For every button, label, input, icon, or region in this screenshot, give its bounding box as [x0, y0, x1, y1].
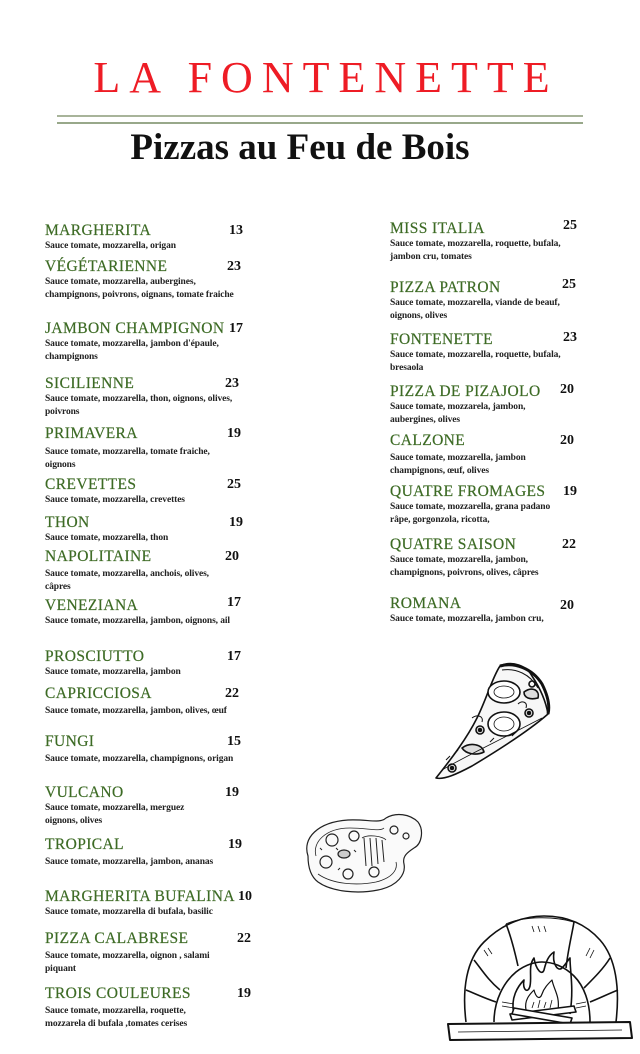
menu-item [390, 595, 575, 626]
pizza-description: Sauce tomate, mozzarella, roquette, bufala, bresaola [390, 350, 561, 373]
pizza-description: Sauce tomate, mozzarella, jambon d'épaule, champignons [45, 339, 219, 362]
pizza-name: JAMBON CHAMPIGNON [45, 320, 225, 337]
menu-item [390, 279, 575, 323]
menu-item [45, 733, 241, 766]
pizza-name: PROSCIUTTO [45, 648, 145, 665]
pizza-price: 22 [237, 931, 251, 946]
pizza-description: Sauce tomate, mozzarella, origan [45, 241, 176, 251]
pizza-price: 20 [225, 549, 239, 564]
pizza-price: 17 [227, 649, 241, 664]
menu-item [45, 836, 245, 869]
pizza-name: ROMANA [390, 595, 462, 612]
pizza-name: TROPICAL [45, 836, 124, 853]
menu-item [45, 595, 241, 628]
pizza-name: VULCANO [45, 784, 124, 801]
pizza-name: SICILIENNE [45, 375, 135, 392]
pizza-description: Sauce tomate, mozzarella, jambon [45, 667, 181, 677]
header-divider-top [57, 115, 583, 117]
pizza-description: Sauce tomate, mozzarella, jambon, oignons, ail [45, 616, 230, 626]
pizza-description: Sauce tomate, mozzarella di bufala, basilic [45, 907, 213, 917]
pizza-description: Sauce tomate, mozzarella, aubergines, champignons, poivrons, oignans, tomate fraiche [45, 277, 234, 300]
pizza-price: 25 [227, 477, 241, 492]
pizza-description: Sauce tomate, mozzarella, champignons, origan [45, 754, 234, 764]
pizza-description: Sauce tomate, mozzarella, jambon, olives, œuf [45, 706, 227, 716]
menu-item [45, 375, 239, 419]
pizza-price: 19 [228, 837, 242, 852]
header-divider-bottom [57, 122, 583, 124]
pizza-description: Sauce tomate, mozzarella, jambon, ananas [45, 857, 214, 867]
pizza-price: 19 [227, 426, 241, 441]
menu-item [45, 888, 252, 919]
menu-item [45, 784, 239, 828]
menu-item [45, 648, 241, 679]
pizza-price: 13 [229, 223, 243, 238]
menu-item [45, 548, 239, 594]
pizza-description: Sauce tomate, mozzarella, tomate fraiche, oignons [45, 447, 210, 470]
pizza-name: MISS ITALIA [390, 220, 485, 237]
restaurant-name: LA FONTENETTE [93, 53, 559, 102]
pizza-name: PIZZA PATRON [390, 279, 501, 296]
pizza-name: MARGHERITA [45, 222, 152, 239]
menu-item [45, 320, 243, 364]
pizza-price: 20 [560, 382, 574, 397]
pizza-name: CREVETTES [45, 476, 137, 493]
menu-item [45, 985, 251, 1031]
whole-pizza-icon [298, 808, 426, 898]
menu-subtitle: Pizzas au Feu de Bois [130, 127, 470, 168]
pizza-name: VÉGÉTARIENNE [45, 258, 168, 275]
pizza-price: 10 [238, 889, 252, 904]
pizza-price: 23 [563, 330, 577, 345]
menu-item [390, 331, 575, 375]
pizza-description: Sauce tomate, mozzarella, roquette, bufala, jambon cru, tomates [390, 239, 561, 262]
pizza-name: FUNGI [45, 733, 95, 750]
menu-item [390, 382, 574, 427]
menu-item [390, 432, 574, 478]
pizza-description: Sauce tomate, mozzarella, jambon cru, [390, 614, 544, 624]
pizza-name: PRIMAVERA [45, 425, 138, 442]
pizza-name: QUATRE SAISON [390, 536, 517, 553]
pizza-price: 17 [229, 321, 243, 336]
pizza-description: Sauce tomate, mozzarela, jambon, aubergines, olives [390, 402, 526, 425]
pizza-description: Sauce tomate, mozzarella, grana padano râpe, gorgonzola, ricotta, [390, 502, 551, 525]
menu-item [45, 930, 251, 976]
pizza-name: NAPOLITAINE [45, 548, 152, 565]
menu-item [45, 476, 241, 507]
pizza-name: FONTENETTE [390, 331, 494, 348]
pizza-description: Sauce tomate, mozzarella, anchois, olives, câpres [45, 569, 209, 592]
menu-item [45, 222, 243, 253]
pizza-description: Sauce tomate, mozzarella, viande de beauf, oignons, olives [390, 298, 560, 321]
pizza-price: 22 [225, 686, 239, 701]
pizza-price: 25 [562, 277, 576, 292]
pizza-name: QUATRE FROMAGES [390, 483, 546, 500]
pizza-description: Sauce tomate, mozzarella, jambon, champignons, poivrons, olives, câpres [390, 555, 539, 578]
pizza-price: 25 [563, 218, 577, 233]
pizza-name: PIZZA DE PIZAJOLO [390, 383, 541, 400]
pizza-name: CAPRICCIOSA [45, 685, 152, 702]
pizza-name: TROIS COULEURES [45, 985, 191, 1002]
pizza-description: Sauce tomate, mozzarella, thon, oignons, olives, poivrons [45, 394, 233, 417]
pizza-price: 19 [237, 986, 251, 1001]
pizza-name: CALZONE [390, 432, 466, 449]
pizza-price: 23 [227, 259, 241, 274]
pizza-name: PIZZA CALABRESE [45, 930, 189, 947]
menu-item [390, 536, 576, 580]
pizza-description: Sauce tomate, mozzarella, merguez oignons, olives [45, 803, 185, 826]
pizza-price: 15 [227, 734, 241, 749]
pizza-description: Sauce tomate, mozzarella, oignon , salami piquant [45, 951, 210, 974]
pizza-price: 20 [560, 433, 574, 448]
menu-item [45, 514, 243, 545]
pizza-name: THON [45, 514, 90, 531]
pizza-description: Sauce tomate, mozzarella, thon [45, 533, 169, 543]
pizza-price: 23 [225, 376, 239, 391]
pizza-price: 22 [562, 537, 576, 552]
pizza-price: 19 [563, 484, 577, 499]
pizza-price: 19 [229, 515, 243, 530]
pizza-price: 20 [560, 598, 574, 613]
pizza-price: 19 [225, 785, 239, 800]
menu-item [390, 220, 575, 264]
pizza-description: Sauce tomate, mozzarella, jambon champignons, œuf, olives [390, 453, 526, 476]
menu-item [45, 258, 241, 302]
pizza-name: MARGHERITA BUFALINA [45, 888, 235, 905]
menu-item [45, 425, 241, 472]
wood-fired-oven-icon [444, 910, 634, 1048]
menu-item [390, 483, 577, 527]
pizza-description: Sauce tomate, mozzarella, roquette, mozzarela di bufala ,tomates cerises [45, 1006, 188, 1029]
pizza-slice-icon [432, 658, 552, 784]
pizza-description: Sauce tomate, mozzarella, crevettes [45, 495, 185, 505]
menu-item [45, 685, 239, 718]
pizza-name: VENEZIANA [45, 597, 139, 614]
pizza-price: 17 [227, 595, 241, 610]
